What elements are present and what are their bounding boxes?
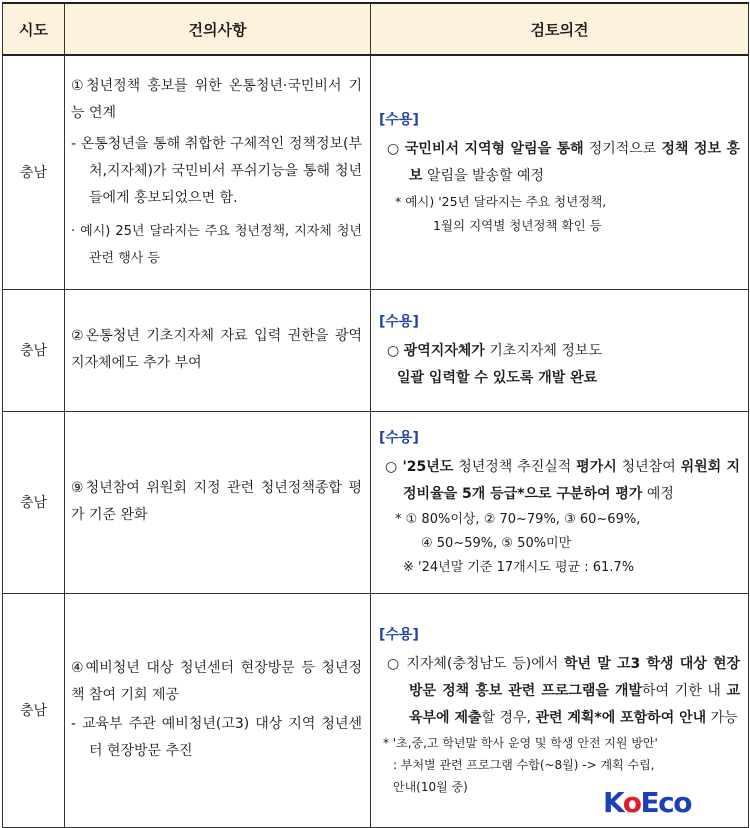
suggestion-title: ②온통청년 기초지자체 자료 입력 권한을 광역지자체에도 추가 부여 <box>71 328 362 371</box>
review-text: ○ 국민비서 지역형 알림을 통해 정기적으로 정책 정보 홍보 알림을 발송할 예정 <box>387 140 740 184</box>
region-cell: 충남 <box>3 289 65 411</box>
review-cell <box>371 289 749 411</box>
region-cell: 충남 <box>3 593 65 827</box>
header-review: 검토의견 <box>371 3 749 55</box>
review-table <box>2 2 749 828</box>
grade-list-cont: ④ 50~59%, ⑤ 50%미만 <box>421 535 572 551</box>
review-text-cont: 일괄 입력할 수 있도록 개발 완료 <box>397 369 598 386</box>
review-cell <box>371 55 749 289</box>
suggestion-cell <box>65 289 371 411</box>
status-label: [수용] <box>379 627 419 643</box>
review-note-cont: 1월의 지역별 청년정책 확인 등 <box>433 217 602 233</box>
table-row <box>3 55 749 289</box>
region-cell: 충남 <box>3 411 65 593</box>
status-label: [수용] <box>379 313 419 330</box>
review-cell <box>371 411 749 593</box>
suggestion-cell <box>65 55 371 289</box>
table-header-row <box>3 3 749 55</box>
review-cell <box>371 593 749 827</box>
header-region: 시도 <box>3 3 65 55</box>
table-row <box>3 411 749 593</box>
table-row <box>3 289 749 411</box>
suggestion-title: ⑨청년참여 위원회 지정 관련 청년정책종합 평가 기준 완화 <box>71 480 362 523</box>
status-label: [수용] <box>379 429 419 446</box>
grade-list: * ① 80%이상, ② 70~79%, ③ 60~69%, <box>395 511 641 527</box>
suggestion-title: ④예비청년 대상 청년센터 현장방문 등 청년정책 참여 기회 제공 <box>71 660 362 703</box>
koeco-logo: KoEco <box>603 786 691 819</box>
suggestion-example: · 예시) 25년 달라지는 주요 청년정책, 지자체 청년 관련 행사 등 <box>71 223 362 266</box>
review-note: * 예시) '25년 달라지는 주요 청년정책, <box>395 193 607 209</box>
review-note: * '초,중,고 학년말 학사 운영 및 학생 안전 지원 방안' <box>383 736 658 750</box>
region-cell: 충남 <box>3 55 65 289</box>
suggestion-detail: - 온통청년을 통해 취합한 구체적인 정책정보(부처,지자체)가 국민비서 푸쉬기능을 통해 청년들에게 홍보되었으면 함. <box>71 135 362 206</box>
review-note-cont: 안내(10월 중) <box>393 780 468 794</box>
review-text: ○ 지자체(충청남도 등)에서 학년 말 고3 학생 대상 현장방문 정책 홍보 관련 프로그램을 개발하여 기한 내 교육부에 제출할 경우, 관련 계획*에 포함하여 안내 가능 <box>387 656 740 726</box>
review-text: ○ '25년도 청년정책 추진실적 평가시 청년참여 위원회 지정비율을 5개 등급*으로 구분하여 평가 예정 <box>385 458 741 502</box>
review-text: ○ 광역지자체가 기초지자체 정보도 <box>387 342 602 359</box>
suggestion-title: ①청년정책 홍보를 위한 온통청년·국민비서 기능 연계 <box>71 77 362 121</box>
header-suggestion: 건의사항 <box>65 3 371 55</box>
suggestion-detail: - 교육부 주관 예비청년(고3) 대상 지역 청년센터 현장방문 추진 <box>71 716 362 759</box>
suggestion-cell <box>65 411 371 593</box>
review-note-cont: : 부처별 관련 프로그램 수합(~8월) -> 계획 수립, <box>393 758 655 772</box>
suggestion-cell <box>65 593 371 827</box>
status-label: [수용] <box>379 111 419 128</box>
average-note: ※ '24년말 기준 17개시도 평균 : 61.7% <box>403 559 635 575</box>
